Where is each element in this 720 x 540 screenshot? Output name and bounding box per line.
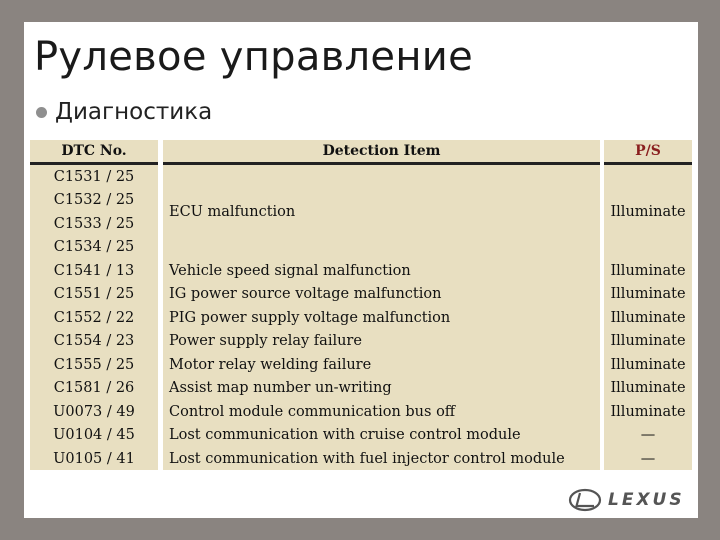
ps-cell: — (640, 450, 656, 467)
ps-header: P/S (604, 140, 692, 165)
ps-cell: Illuminate (610, 262, 686, 279)
lexus-wordmark: LEXUS (608, 490, 685, 510)
ps-cell: Illuminate (610, 333, 686, 350)
detection-item-cell: Assist map number un-writing (169, 380, 392, 397)
detection-item-cell: Control module communication bus off (169, 403, 456, 420)
dtc-cell: C1551 / 25 (53, 286, 135, 303)
dtc-cell: C1552 / 22 (53, 309, 135, 326)
slide (24, 22, 698, 518)
dtc-header: DTC No. (30, 140, 158, 165)
dtc-column (30, 140, 158, 470)
dtc-cell: U0104 / 45 (53, 427, 135, 444)
ps-column (604, 140, 692, 470)
ps-cell: Illuminate (610, 380, 686, 397)
dtc-cell: C1541 / 13 (53, 262, 135, 279)
detection-item-cell: ECU malfunction (169, 203, 296, 220)
detection-item-cell: Lost communication with cruise control module (169, 427, 521, 444)
dtc-cell: C1555 / 25 (53, 356, 135, 373)
lexus-logo (568, 488, 685, 512)
detection-item-cell: PIG power supply voltage malfunction (169, 309, 451, 326)
dtc-cell: C1532 / 25 (53, 192, 135, 209)
dtc-cell: C1531 / 25 (53, 168, 135, 185)
bullet-item (36, 99, 212, 125)
dtc-cell: U0073 / 49 (53, 403, 135, 420)
detection-item-column (163, 140, 600, 470)
ps-cell: Illuminate (610, 203, 686, 220)
detection-item-cell: Motor relay welding failure (169, 356, 372, 373)
ps-cell: Illuminate (610, 356, 686, 373)
detection-item-cell: Vehicle speed signal malfunction (169, 262, 411, 279)
detection-item-cell: IG power source voltage malfunction (169, 286, 442, 303)
dtc-cell: C1534 / 25 (53, 239, 135, 256)
ps-cell: Illuminate (610, 403, 686, 420)
dtc-cell: C1554 / 23 (53, 333, 135, 350)
ps-cell: — (640, 427, 656, 444)
dtc-cell: C1581 / 26 (53, 380, 135, 397)
detection-item-cell: Power supply relay failure (169, 333, 362, 350)
bullet-label: Диагностика (55, 99, 213, 125)
ps-cell: Illuminate (610, 309, 686, 326)
slide-title: Рулевое управление (34, 34, 473, 80)
dtc-cell: U0105 / 41 (53, 450, 135, 467)
detection-item-cell: Lost communication with fuel injector control module (169, 450, 565, 467)
ps-cell: Illuminate (610, 286, 686, 303)
bullet-dot-icon (36, 107, 47, 118)
dtc-cell: C1533 / 25 (53, 215, 135, 232)
dtc-table (30, 140, 692, 470)
lexus-emblem-icon (568, 488, 602, 512)
detection-item-header: Detection Item (163, 140, 600, 165)
